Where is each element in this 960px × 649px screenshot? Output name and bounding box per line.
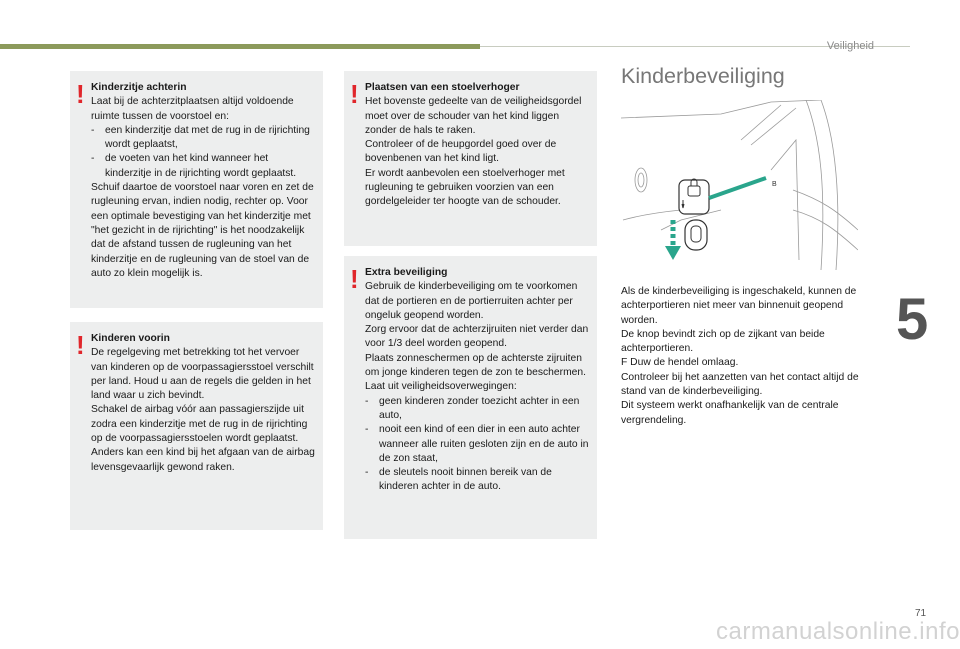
box-text: Er wordt aanbevolen een stoelverhoger met rugleuning te gebruiken voorzien van een gordelgeleider ter hoogte van de schouder. <box>365 167 565 208</box>
list-item: - nooit een kind of een dier in een auto achter wanneer alle ruiten gesloten zijn en de auto in de zon staat, <box>365 424 589 464</box>
header-accent-bar <box>0 44 480 49</box>
chapter-number: 5 <box>896 287 929 352</box>
box-text: Plaats zonneschermen op de achterste zijruiten om jonge kinderen tegen de zon te beschermen. <box>365 352 586 379</box>
box-text: Schakel de airbag vóór aan passagierszijde uit zodra een kinderzitje met de rug in de rijrichting op de voorpassagiersstoelen wordt geplaatst. <box>91 404 308 445</box>
watermark: carmanualsonline.info <box>716 618 960 645</box>
box-title: Kinderen voorin <box>91 333 170 344</box>
warning-icon: ! <box>350 79 359 109</box>
instruction-step: F Duw de hendel omlaag. <box>621 357 739 369</box>
box-text: Schuif daartoe de voorstoel naar voren en zet de rugleuning ervan, indien nodig, rechter op. Voor een optimale bevestiging van het kinderzitje met "het gezicht in de rijrichting" is het noodzakelijk dat de afstand tussen de rugleuning van het kinderzitje en de rugleuning van de stoel van de auto zo klein mogelijk is. <box>91 182 314 279</box>
warning-icon: ! <box>76 330 85 360</box>
warning-box-child-seat-rear <box>70 71 323 308</box>
box-text: Controleer of de heupgordel goed over de bovenbenen van het kind ligt. <box>365 139 557 165</box>
box-text: Laat uit veiligheidsoverwegingen: <box>365 381 517 393</box>
warning-icon: ! <box>350 264 359 294</box>
box-text: Anders kan een kind bij het afgaan van de airbag levensgevaarlijk gewond raken. <box>91 447 315 473</box>
warning-box-extra <box>344 256 597 539</box>
pointer-arrow-icon <box>709 178 766 198</box>
box-text: Gebruik de kinderbeveiliging om te voorkomen dat de portieren en de portierruiten achter per ongeluk geopend worden. <box>365 281 578 321</box>
list-item: - geen kinderen zonder toezicht achter in een auto, <box>365 395 580 421</box>
main-text <box>621 285 876 428</box>
box-text: Laat bij de achterzitplaatsen altijd voldoende ruimte tussen de voorstoel en: <box>91 96 294 122</box>
box-title: Extra beveiliging <box>365 267 448 278</box>
paragraph: Controleer bij het aanzetten van het contact altijd de stand van de kinderbeveiliging. <box>621 371 859 398</box>
list-item: - de sleutels nooit binnen bereik van de kinderen achter in de auto. <box>365 467 552 493</box>
page-title: Kinderbeveiliging <box>621 64 785 88</box>
warning-box-children-front <box>70 322 323 530</box>
section-label: Veiligheid <box>826 40 874 52</box>
box-title: Plaatsen van een stoelverhoger <box>365 82 520 93</box>
box-title: Kinderzitje achterin <box>91 82 187 93</box>
page-number: 71 <box>915 608 927 619</box>
list-item: - de voeten van het kind wanneer het kinderzitje in de rijrichting wordt geplaatst. <box>91 153 297 179</box>
door-child-lock-illustration <box>621 100 858 270</box>
warning-icon: ! <box>76 79 85 109</box>
list-item: - een kinderzitje dat met de rug in de rijrichting wordt geplaatst, <box>91 124 310 151</box>
warning-box-booster <box>344 71 597 246</box>
paragraph: Als de kinderbeveiliging is ingeschakeld, kunnen de achterportieren niet meer van binnenuit geopend worden. <box>621 286 857 326</box>
box-text: Zorg ervoor dat de achterzijruiten niet verder dan voor 1/3 deel worden geopend. <box>365 324 589 350</box>
paragraph: De knop bevindt zich op de zijkant van beide achterportieren. <box>621 328 825 355</box>
box-text: Het bovenste gedeelte van de veiligheidsgordel moet over de schouder van het kind liggen zonder de hals te raken. <box>365 96 582 136</box>
figure-label: B <box>772 181 777 188</box>
paragraph: Dit systeem werkt onafhankelijk van de centrale vergrendeling. <box>621 400 839 426</box>
box-text: De regelgeving met betrekking tot het vervoer van kinderen op de voorpassagiersstoel verschilt per land. Houd u aan de regels die gelden in het land waar u zich bevindt. <box>91 347 314 402</box>
